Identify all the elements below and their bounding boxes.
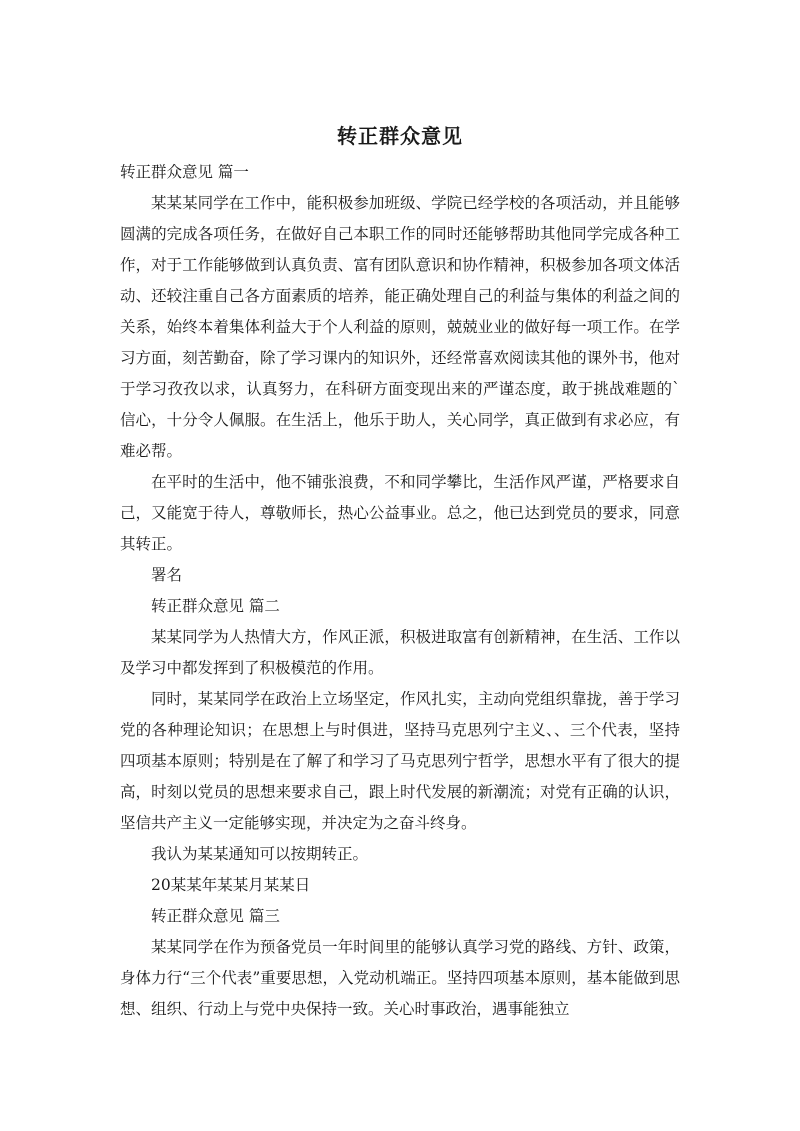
paragraph: 我认为某某通知可以按期转正。	[151, 845, 369, 863]
paragraph: 在平时的生活中，他不铺张浪费，不和同学攀比，生活作风严谨，严格要求自己，又能宽于待人，尊敬师长，热心公益事业。总之，他已达到党员的要求，同意其转正。	[120, 473, 680, 553]
section-heading-3: 转正群众意见 篇三	[151, 907, 280, 925]
section-heading-2: 转正群众意见 篇二	[151, 597, 280, 615]
signature-line: 署名	[151, 566, 183, 584]
document-body	[120, 157, 680, 1025]
document-title: 转正群众意见	[337, 124, 463, 148]
paragraph: 同时，某某同学在政治上立场坚定，作风扎实，主动向党组织靠拢，善于学习党的各种理论知识；在思想上与时俱进，坚持马克思列宁主义、、三个代表，坚持四项基本原则；特别是在了解了和学习了马克思列宁哲学，思想水平有了很大的提高，时刻以党员的思想来要求自己，跟上时代发展的新潮流；对党有正确的认识，坚信共产主义一定能够实现，并决定为之奋斗终身。	[120, 690, 680, 832]
paragraph: 某某同学在作为预备党员一年时间里的能够认真学习党的路线、方针、政策，身体力行“三个代表”重要思想，入党动机端正。坚持四项基本原则，基本能做到思想、组织、行动上与党中央保持一致。关心时事政治，遇事能独立	[120, 938, 680, 1018]
paragraph: 某某同学为人热情大方，作风正派，积极进取富有创新精神，在生活、工作以及学习中都发挥到了积极模范的作用。	[120, 628, 680, 677]
section-heading-1: 转正群众意见 篇一	[120, 163, 249, 181]
date-line: 20某某年某某月某某日	[151, 876, 311, 894]
paragraph: 某某某同学在工作中，能积极参加班级、学院已经学校的各项活动，并且能够圆满的完成各项任务，在做好自己本职工作的同时还能够帮助其他同学完成各种工作，对于工作能够做到认真负责、富有团队意识和协作精神，积极参加各项文体活动、还较注重自己各方面素质的培养，能正确处理自己的利益与集体的利益之间的关系，始终本着集体利益大于个人利益的原则，兢兢业业的做好每一项工作。在学习方面，刻苦勤奋，除了学习课内的知识外，还经常喜欢阅读其他的课外书，他对于学习孜孜以求，认真努力，在科研方面变现出来的严谨态度，敢于挑战难题的`信心，十分令人佩服。在生活上，他乐于助人，关心同学，真正做到有求必应，有难必帮。	[120, 194, 680, 460]
